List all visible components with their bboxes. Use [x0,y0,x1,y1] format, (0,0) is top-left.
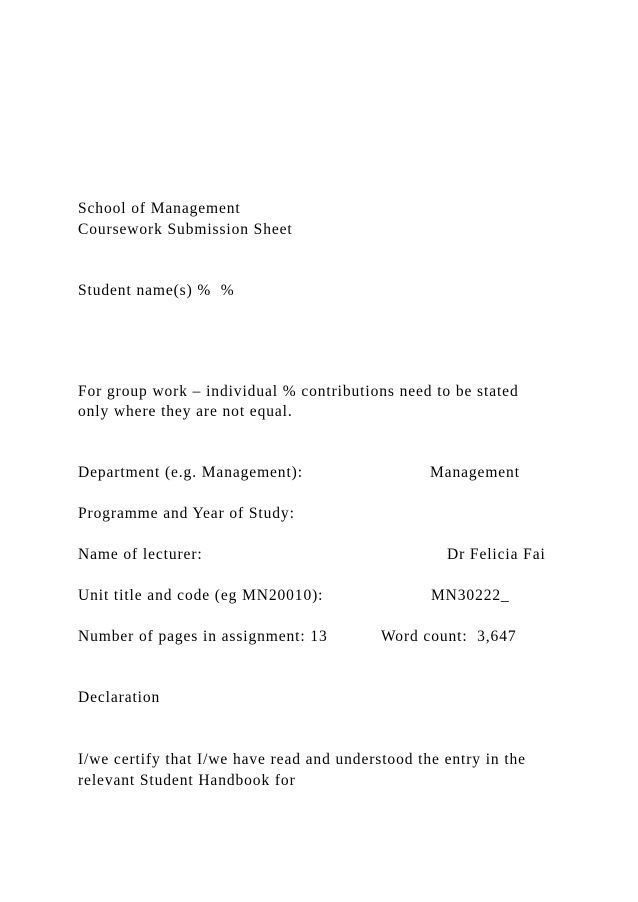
department-value: Management [430,464,520,481]
programme-label: Programme and Year of Study: [78,505,295,522]
pages-count-label: Number of pages in assignment: 13 [78,628,328,645]
declaration-line-1: I/we certify that I/we have read and understood the entry in the [78,751,526,768]
declaration-line-2: relevant Student Handbook for [78,772,296,789]
lecturer-value: Dr Felicia Fai [447,546,546,563]
student-names-label: Student name(s) % % [78,282,235,299]
unit-label: Unit title and code (eg MN20010): [78,587,324,604]
declaration-heading: Declaration [78,689,161,706]
school-name: School of Management [78,200,241,217]
department-label: Department (e.g. Management): [78,464,303,481]
unit-value: MN30222_ [431,587,510,604]
word-count-label: Word count: 3,647 [381,628,517,645]
lecturer-label: Name of lecturer: [78,546,203,563]
group-work-note-line-2: only where they are not equal. [78,403,293,420]
group-work-note-line-1: For group work – individual % contributions need to be stated [78,383,519,400]
sheet-title: Coursework Submission Sheet [78,221,293,238]
